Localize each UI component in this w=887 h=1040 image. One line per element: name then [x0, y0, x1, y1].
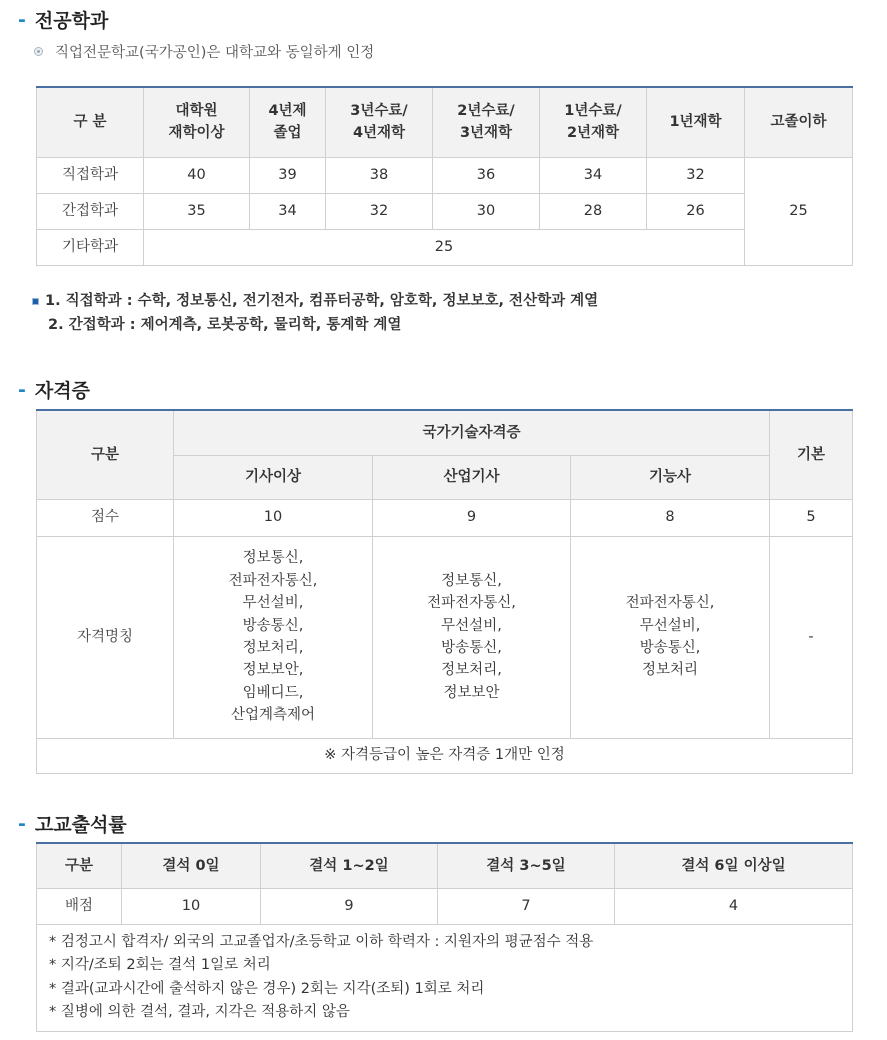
- cert-name-line: 전파전자통신,: [228, 572, 318, 589]
- major-header-cell: 3년수료/ 4년재학: [326, 87, 433, 157]
- attendance-header-cell: 구분: [37, 843, 122, 888]
- major-header-row: [37, 87, 853, 157]
- score-cell: 10: [122, 888, 261, 924]
- row-label: 직접학과: [37, 157, 144, 193]
- cert-name-line: 산업계측제어: [230, 707, 316, 724]
- cert-footnote: ※ 자격등급이 높은 자격증 1개만 인정: [37, 738, 853, 773]
- table-row: [37, 157, 853, 193]
- attendance-notes: [37, 924, 853, 1031]
- major-list: [32, 289, 598, 337]
- score-cell: 9: [261, 888, 438, 924]
- score-cell: 34: [540, 157, 647, 193]
- major-header-cell: 2년수료/ 3년재학: [433, 87, 540, 157]
- score-cell: 25: [144, 229, 745, 265]
- cert-name-line: 정보처리,: [441, 662, 502, 679]
- table-row: [37, 738, 853, 773]
- cert-name-line: 정보보안,: [242, 662, 304, 679]
- table-row: [37, 229, 853, 265]
- highschool-score-cell: 25: [745, 157, 853, 265]
- attendance-note: * 질병에 의한 결석, 결과, 지각은 적용하지 않음: [49, 1004, 350, 1020]
- section-dash-icon: -: [18, 378, 26, 401]
- section-title-cert: [18, 376, 90, 403]
- list-item: [32, 289, 598, 313]
- major-header-cell: 고졸이하: [745, 87, 853, 157]
- cert-name-line: 임베디드,: [242, 684, 304, 701]
- score-cell: 28: [540, 193, 647, 229]
- row-label: 배점: [37, 888, 122, 924]
- cert-name-line: 정보처리: [641, 662, 699, 679]
- attendance-note: * 검정고시 합격자/ 외국의 고교졸업자/초등학교 이하 학력자 : 지원자의 평균점수 적용: [49, 933, 594, 950]
- table-row: [37, 888, 853, 924]
- cert-name-line: 전파전자통신,: [427, 595, 516, 612]
- cert-name-line: 전파전자통신,: [625, 595, 715, 612]
- score-cell: 34: [250, 193, 326, 229]
- table-row: [37, 193, 853, 229]
- cert-names-cell: [174, 536, 373, 738]
- cert-name-line: 방송통신,: [441, 640, 502, 656]
- major-header-cell: 대학원 재학이상: [144, 87, 250, 157]
- major-header-cell: 1년재학: [647, 87, 745, 157]
- cert-subheader-cell: 기사이상: [174, 455, 373, 499]
- cert-name-line: 정보보안: [443, 684, 500, 701]
- major-note: [34, 41, 374, 62]
- table-row: [37, 536, 853, 738]
- cert-name-line: 무선설비,: [639, 617, 701, 634]
- list-item-text: 2. 간접학과 : 제어계측, 로봇공학, 물리학, 통계학 계열: [48, 317, 402, 333]
- attendance-note: * 결과(교과시간에 출석하지 않은 경우) 2회는 지각(조퇴) 1회로 처리: [49, 980, 485, 997]
- list-item: [32, 313, 598, 337]
- score-cell: 26: [647, 193, 745, 229]
- major-header-cell: 4년제 졸업: [250, 87, 326, 157]
- score-cell: 36: [433, 157, 540, 193]
- list-item-text: 1. 직접학과 : 수학, 정보통신, 전기전자, 컴퓨터공학, 암호학, 정보보호, 전산학과 계열: [45, 293, 599, 309]
- major-header-cell: 1년수료/ 2년재학: [540, 87, 647, 157]
- major-note-text: 직업전문학교(국가공인)은 대학교와 동일하게 인정: [55, 45, 375, 61]
- score-cell: 10: [174, 499, 373, 536]
- score-cell: 5: [770, 499, 853, 536]
- score-cell: 7: [438, 888, 615, 924]
- cert-names-cell: [373, 536, 571, 738]
- square-bullet-icon: [32, 298, 39, 305]
- score-cell: 32: [326, 193, 433, 229]
- score-cell: 35: [144, 193, 250, 229]
- score-cell: 38: [326, 157, 433, 193]
- table-row: [37, 924, 853, 1031]
- cert-header-row: [37, 410, 853, 455]
- row-label: 기타학과: [37, 229, 144, 265]
- section-dash-icon: -: [18, 812, 26, 835]
- score-cell: 4: [615, 888, 853, 924]
- cert-name-line: 무선설비,: [441, 617, 502, 634]
- cert-name-line: 방송통신,: [242, 617, 304, 634]
- attendance-table: [36, 842, 853, 1032]
- section-title-cert-text: 자격증: [34, 380, 90, 402]
- attendance-note: * 지각/조퇴 2회는 결석 1일로 처리: [49, 957, 271, 973]
- attendance-header-cell: 결석 3~5일: [438, 843, 615, 888]
- attendance-header-row: [37, 843, 853, 888]
- row-label: 자격명칭: [37, 536, 174, 738]
- bullet-circle-icon: [34, 47, 43, 56]
- section-title-attendance-text: 고교출석률: [34, 814, 127, 836]
- section-dash-icon: -: [18, 8, 26, 31]
- cert-names-cell: [770, 536, 853, 738]
- cert-names-cell: [571, 536, 770, 738]
- score-cell: 39: [250, 157, 326, 193]
- cert-name-line: 무선설비,: [242, 595, 304, 612]
- score-cell: 40: [144, 157, 250, 193]
- cert-name-line: 정보통신,: [441, 572, 502, 589]
- attendance-header-cell: 결석 0일: [122, 843, 261, 888]
- table-row: [37, 499, 853, 536]
- cert-header-cell: 국가기술자격증: [174, 410, 770, 455]
- section-title-major: [18, 6, 108, 33]
- score-cell: 8: [571, 499, 770, 536]
- cert-name-line: -: [808, 628, 814, 645]
- score-cell: 32: [647, 157, 745, 193]
- cert-header-cell: 기본: [770, 410, 853, 499]
- score-cell: 30: [433, 193, 540, 229]
- row-label: 간접학과: [37, 193, 144, 229]
- section-title-attendance: [18, 810, 127, 837]
- attendance-header-cell: 결석 1~2일: [261, 843, 438, 888]
- cert-name-line: 정보통신,: [242, 550, 304, 567]
- cert-table: [36, 409, 853, 774]
- attendance-header-cell: 결석 6일 이상일: [615, 843, 853, 888]
- cert-subheader-cell: 기능사: [571, 455, 770, 499]
- cert-subheader-cell: 산업기사: [373, 455, 571, 499]
- cert-header-cell: 구분: [37, 410, 174, 499]
- major-table: [36, 86, 853, 266]
- cert-name-line: 방송통신,: [639, 640, 701, 656]
- row-label: 점수: [37, 499, 174, 536]
- score-cell: 9: [373, 499, 571, 536]
- cert-name-line: 정보처리,: [242, 640, 304, 656]
- section-title-major-text: 전공학과: [34, 10, 109, 32]
- major-header-cell: 구 분: [37, 87, 144, 157]
